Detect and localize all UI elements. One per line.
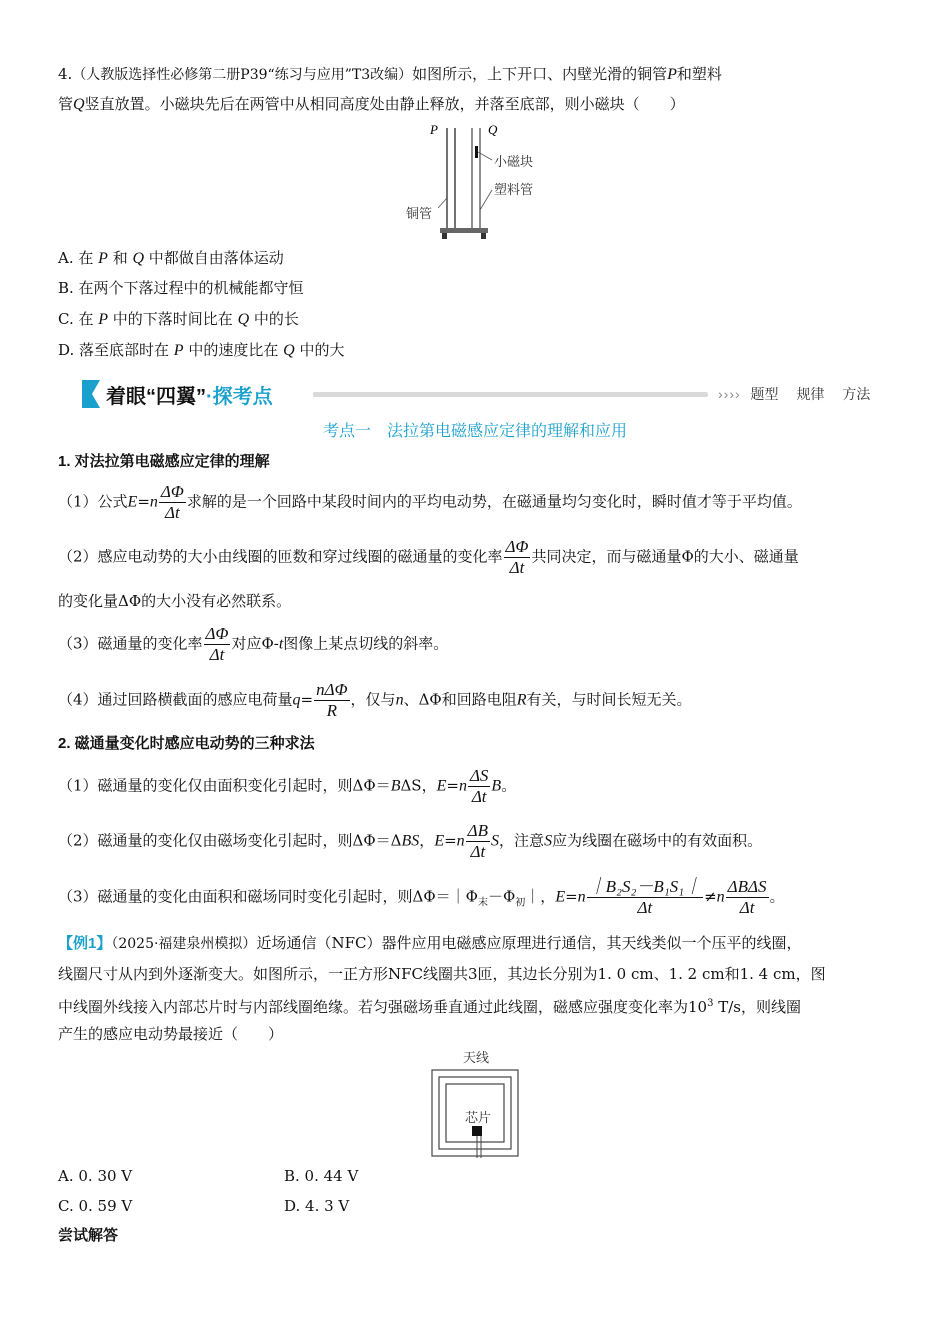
banner-item-rule: 规律 <box>796 386 825 402</box>
q4-option-c[interactable]: C. 在 P 中的下落时间比在 Q 中的长 <box>58 310 299 328</box>
s2-item2: （2）磁通量的变化仅由磁场变化引起时，则ΔΦ＝ΔBS，E=n $\frac{\Delta B}{\Delta t}$ S，注意S应为线圈在磁场中的有效面积。 <box>58 821 763 861</box>
example1-option-c[interactable]: C. 0. 59 V <box>58 1197 133 1215</box>
label-chip: 芯片 <box>465 1111 492 1126</box>
s1-item2: （2）感应电动势的大小由线圈的匝数和穿过线圈的磁通量的变化率 $\frac{\Delta\Phi}{\Delta t}$ 共同决定，而与磁通量Φ的大小、磁通量 <box>58 537 799 577</box>
s1-item1: （1）公式E=n $\frac{\Delta\Phi}{\Delta t}$ 求解的是一个回路中某段时间内的平均电动势，在磁通量均匀变化时，瞬时值才等于平均值。 <box>58 482 802 522</box>
label-magnet: 小磁块 <box>494 155 534 170</box>
example1-line1: 【例1】（2025·福建泉州模拟）近场通信（NFC）器件应用电磁感应原理进行通信，其天线类似一个压平的线圈， <box>58 934 802 952</box>
label-Q: Q <box>488 122 498 137</box>
s2-heading: 2. 磁通量变化时感应电动势的三种求法 <box>58 735 315 752</box>
s1-item3: （3）磁通量的变化率 $\frac{\Delta\Phi}{\Delta t}$ 对应Φ-t图像上某点切线的斜率。 <box>58 624 449 664</box>
label-plastic-tube: 塑料管 <box>494 183 534 198</box>
example1-option-b[interactable]: B. 0. 44 V <box>284 1167 359 1185</box>
s2-item3: （3）磁通量的变化由面积和磁场同时变化引起时，则$\Delta\Phi=|\Phi_末-\Phi_初|$，E=n $\frac{\text{｜B₂S₂－B₁S₁｜}}{\Delta t}$ ≠n $\frac{\text{ΔBΔS}}{\Delta t}$ 。 <box>58 877 785 917</box>
magnet-block <box>475 146 478 158</box>
kaodian-title: 考点一 法拉第电磁感应定律的理解和应用 <box>322 423 627 440</box>
example1-line3: 中线圈外线接入内部芯片时与内部线圈绝缘。若匀强磁场垂直通过此线圈，磁感应强度变化率为$10^3$ T/s，则线圈 <box>58 998 801 1016</box>
example1-option-a[interactable]: A. 0. 30 V <box>58 1167 133 1185</box>
section-banner <box>78 376 878 412</box>
arrows-icon: ›››› <box>718 386 741 402</box>
tubes-figure <box>400 118 550 243</box>
try-answer-label: 尝试解答 <box>58 1227 119 1244</box>
s1-item4: （4）通过回路横截面的感应电荷量q= $\frac{\text{nΔΦ}}{R}$ ，仅与n、ΔΦ和回路电阻R有关，与时间长短无关。 <box>58 680 692 720</box>
label-antenna: 天线 <box>463 1051 490 1066</box>
banner-item-type: 题型 <box>750 386 779 402</box>
q4-option-d[interactable]: D. 落至底部时在 P 中的速度比在 Q 中的大 <box>58 341 345 359</box>
banner-right <box>718 384 870 404</box>
q4-option-a[interactable]: A. 在 P 和 Q 中都做自由落体运动 <box>58 249 284 267</box>
s2-item1: （1）磁通量的变化仅由面积变化引起时，则ΔΦ＝BΔS，E=n $\frac{\Delta S}{\Delta t}$ B。 <box>58 766 517 806</box>
example1-line2: 线圈尺寸从内到外逐渐变大。如图所示，一正方形NFC线圈共3匝，其边长分别为1. 0 cm、1. 2 cm和1. 4 cm，图 <box>58 965 826 983</box>
example1-option-d[interactable]: D. 4. 3 V <box>284 1197 350 1215</box>
nfc-coil-figure <box>425 1046 525 1161</box>
q4-stem-line2: 管Q竖直放置。小磁块先后在两管中从相同高度处由静止释放，并落至底部，则小磁块（ ） <box>58 95 685 113</box>
s1-item2-line2: 的变化量ΔΦ的大小没有必然联系。 <box>58 592 292 610</box>
s1-heading: 1. 对法拉第电磁感应定律的理解 <box>58 453 270 470</box>
base-plate <box>440 228 488 233</box>
q4-stem-line1: 4.（人教版选择性必修第二册P39“练习与应用”T3改编）如图所示，上下开口、内壁光滑的铜管P和塑料 <box>58 65 722 83</box>
q4-source: （人教版选择性必修第二册P39“练习与应用”T3改编） <box>72 67 413 83</box>
banner-title: 着眼“四翼”·探考点 <box>106 386 273 408</box>
chip-square <box>472 1126 482 1136</box>
q4-number: 4. <box>58 65 73 83</box>
example1-line4: 产生的感应电动势最接近（ ） <box>58 1025 284 1043</box>
example-tag: 【例1】 <box>58 935 112 952</box>
label-P: P <box>430 122 438 137</box>
label-copper-tube: 铜管 <box>406 207 433 222</box>
banner-item-method: 方法 <box>842 386 871 402</box>
banner-emblem-icon <box>82 380 100 408</box>
q4-option-b[interactable]: B. 在两个下落过程中的机械能都守恒 <box>58 279 304 297</box>
